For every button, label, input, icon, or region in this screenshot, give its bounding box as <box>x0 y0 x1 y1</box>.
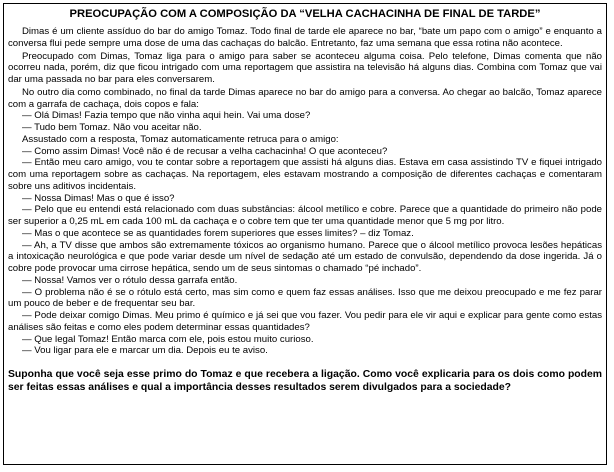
document-title: PREOCUPAÇÃO COM A COMPOSIÇÃO DA “VELHA CACHACINHA DE FINAL DE TARDE” <box>69 8 541 20</box>
dialogue-line: — Que legal Tomaz! Então marca com ele, pois estou muito curioso. <box>22 333 314 345</box>
dialogue-line: — Nossa Dimas! Mas o que é isso? <box>22 192 175 204</box>
dialogue-line: — Mas o que acontece se as quantidades forem superiores que esses limites? – diz Tomaz. <box>22 227 414 239</box>
question-prompt: Suponha que você seja esse primo do Tomaz e que recebera a ligação. Como você explicaria para os dois como podem ser feitas essas análises e qual a importância desses resultados serem divulgados para a sociedade? <box>8 369 602 393</box>
dialogue-line: — Vou ligar para ele e marcar um dia. Depois eu te aviso. <box>22 345 268 357</box>
dialogue-line: — Olá Dimas! Fazia tempo que não vinha aqui hein. Vai uma dose? <box>22 110 311 122</box>
dialogue-line: — Tudo bem Tomaz. Não vou aceitar não. <box>22 122 202 133</box>
paragraph-intro: Dimas é um cliente assíduo do bar do amigo Tomaz. Todo final de tarde ele aparece no bar, “bate um papo com o amigo” e enquanto a conversa flui pede sempre uma dose de uma das cachaças do balcão. Entretanto, faz uma semana que essa rotina não acontece. <box>8 26 602 49</box>
paragraph-phone-call: Preocupado com Dimas, Tomaz liga para o amigo para saber se aconteceu alguma coisa. Pelo telefone, Dimas comenta que não ocorreu nada, porém, diz que ficou intrigado com uma reportagem que assistira na televisão há alguns dias. Combina com Tomaz que vai dar uma passada no bar para eles conversarem. <box>8 50 602 85</box>
dialogue-line: — Como assim Dimas! Você não é de recusar a velha cachacinha! O que aconteceu? <box>22 145 388 157</box>
narration-line: Assustado com a resposta, Tomaz automaticamente retruca para o amigo: <box>22 133 339 145</box>
dialogue-paragraph: — Então meu caro amigo, vou te contar sobre a reportagem que assisti há alguns dias. Estava em casa assistindo TV e fiquei intrigado com uma reportagem sobre as cachaças. Na reportagem, eles estavam mostrando a composição de diferentes cachaças e comentaram sobre uns aditivos incidentais. <box>8 157 602 192</box>
dialogue-line: — Nossa! Vamos ver o rótulo dessa garrafa então. <box>22 274 238 286</box>
dialogue-paragraph: — Ah, a TV disse que ambos são extremamente tóxicos ao organismo humano. Parece que o álcool metílico provoca lesões hepáticas a intoxicação neurológica e que pode variar desde um nível de sedação até um estado de convulsão, dependendo da dose ingerida. Já o cobre pode provocar uma cirrose hepática, sendo um de seus sintomas o chamado “pé inchado”. <box>8 239 602 274</box>
paragraph-arrival: No outro dia como combinado, no final da tarde Dimas aparece no bar do amigo para a conversa. Ao chegar ao balcão, Tomaz aparece com a garrafa de cachaça, dois copos e fala: <box>8 86 602 110</box>
story-body <box>8 26 602 357</box>
dialogue-paragraph: — O problema não é se o rótulo está certo, mas sim como e quem faz essas análises. Isso que me deixou preocupado e me fez parar um pouco de beber e de frequentar seu bar. <box>8 286 602 310</box>
dialogue-paragraph: — Pode deixar comigo Dimas. Meu primo é químico e já sei que vou fazer. Vou pedir para ele vir aqui e explicar para gente como estas análises são feitas e como eles podem determinar essas quantidades? <box>8 310 602 333</box>
document-frame <box>3 3 607 465</box>
dialogue-paragraph: — Pelo que eu entendi está relacionado com duas substâncias: álcool metílico e cobre. Parece que a quantidade do primeiro não pode ser superior a 0,25 mL em cada 100 mL da cachaça e o cobre tem que ter uma quantidade menor que 5 mg por litro. <box>8 204 602 227</box>
